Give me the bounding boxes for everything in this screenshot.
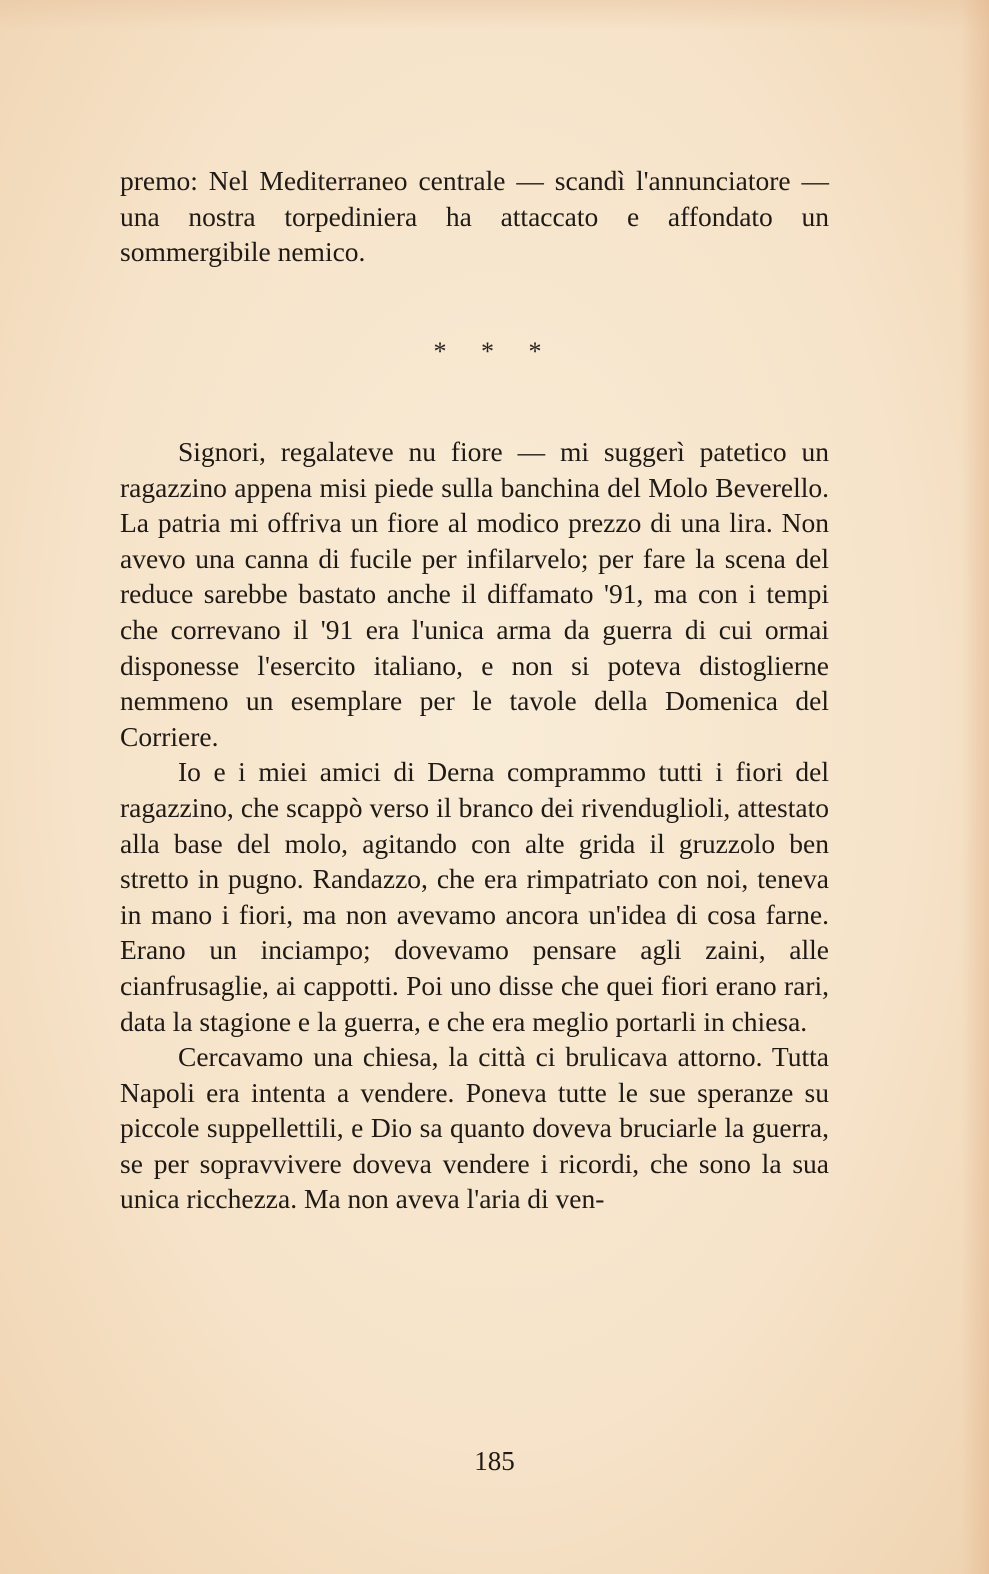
paragraph-continuation: premo: Nel Mediterraneo centrale — scandì l'annunciatore — una nostra torpediniera ha attaccato e affondato un sommergibile nemico. [120, 165, 829, 268]
page-shadow-right [961, 0, 989, 1574]
page-shadow-top [0, 0, 989, 30]
text-block-top [120, 163, 829, 270]
page-number: 185 [474, 1446, 515, 1476]
paragraph: Signori, regalateve nu fiore — mi suggerì patetico un ragazzino appena misi piede sulla banchina del Molo Beverello. La patria mi offriva un fiore al modico prezzo di una lira. Non avevo una canna di fucile per infilarvelo; per fare la scena del reduce sarebbe bastato anche il diffamato '91, ma con i tempi che correvano il '91 era l'unica arma da guerra di cui ormai disponesse l'esercito italiano, e non si poteva distoglierne nemmeno un esemplare per le tavole della Domenica del Corriere. [120, 436, 829, 752]
section-separator: * * * [433, 337, 556, 366]
paragraph: Io e i miei amici di Derna comprammo tutti i fiori del ragazzino, che scappò verso il branco dei rivendugliolі, attestato alla base del molo, agitando con alte grida il gruzzolo ben stretto in pugno. Randazzo, che era rimpatriato con noi, teneva in mano i fiori, ma non avevamo ancora un'idea di cosa farne. Erano un inciampo; dovevamo pensare agli zaini, alle cianfrusaglie, ai cappotti. Poi uno disse che quei fiori erano rari, data la stagione e la guerra, e che era meglio portarli in chiesa. [120, 756, 829, 1037]
text-block-main [120, 434, 829, 1217]
paragraph: Cercavamo una chiesa, la città ci brulicava attorno. Tutta Napoli era intenta a vendere. Poneva tutte le sue speranze su piccole suppellettili, e Dio sa quanto doveva bruciarle la guerra, se per sopravvivere doveva vendere i ricordi, che sono la sua unica ricchezza. Ma non aveva l'aria di ven- [120, 1041, 829, 1215]
